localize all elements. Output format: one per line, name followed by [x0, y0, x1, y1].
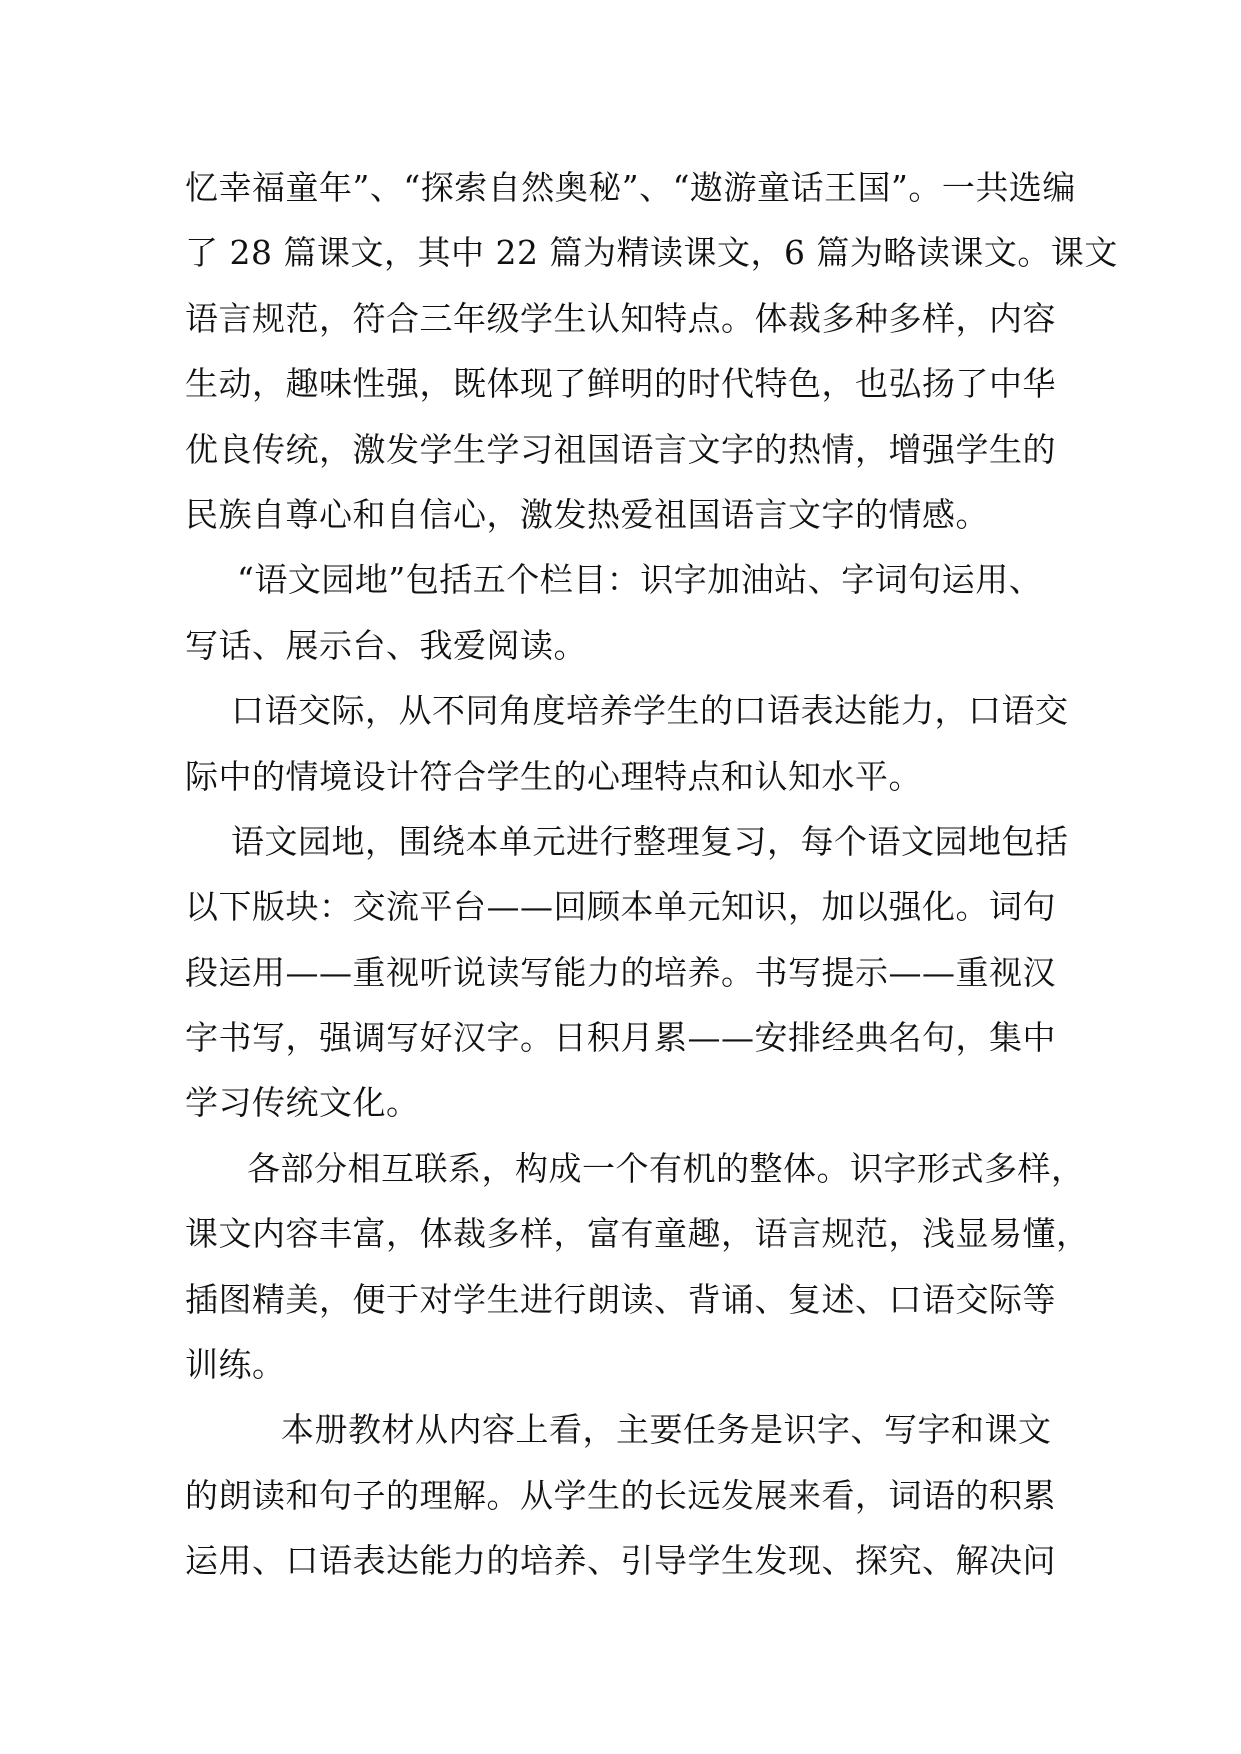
paragraph-start-line: 各部分相互联系，构成一个有机的整体。识字形式多样， [247, 1148, 1085, 1188]
text-line: 运用、口语表达能力的培养、引导学生发现、探究、解决问 [185, 1541, 1056, 1581]
paragraph-start-line: 口语交际，从不同角度培养学生的口语表达能力，口语交 [231, 691, 1069, 731]
text-line: 了 28 篇课文，其中 22 篇为精读课文，6 篇为略读课文。课文 [185, 233, 1118, 273]
body-text [185, 155, 1118, 1594]
paragraph-start-line: “语文园地”包括五个栏目：识字加油站、字词句运用、 [237, 560, 1043, 600]
text-line: 以下版块：交流平台——回顾本单元知识，加以强化。词句 [185, 887, 1056, 927]
text-line: 课文内容丰富，体裁多样，富有童趣，语言规范，浅显易懂， [185, 1214, 1090, 1254]
text-line: 忆幸福童年”、“探索自然奥秘”、“遨游童话王国”。一共选编 [185, 168, 1076, 207]
text-line: 民族自尊心和自信心，激发热爱祖国语言文字的情感。 [185, 494, 989, 534]
text-line: 际中的情境设计符合学生的心理特点和认知水平。 [185, 756, 922, 796]
text-line: 写话、展示台、我爱阅读。 [185, 625, 587, 665]
text-line: 学习传统文化。 [185, 1083, 420, 1123]
text-line: 的朗读和句子的理解。从学生的长远发展来看，词语的积累 [185, 1475, 1056, 1515]
text-line: 训练。 [185, 1345, 286, 1385]
text-line: 生动，趣味性强，既体现了鲜明的时代特色，也弘扬了中华 [185, 364, 1056, 404]
text-line: 插图精美，便于对学生进行朗读、背诵、复述、口语交际等 [185, 1279, 1056, 1319]
paragraph-start-line: 本册教材从内容上看，主要任务是识字、写字和课文 [281, 1410, 1052, 1450]
text-line: 优良传统，激发学生学习祖国语言文字的热情，增强学生的 [185, 429, 1056, 469]
text-line: 字书写，强调写好汉字。日积月累——安排经典名句，集中 [185, 1018, 1056, 1058]
text-line: 语言规范，符合三年级学生认知特点。体裁多种多样，内容 [185, 298, 1056, 338]
text-line: 段运用——重视听说读写能力的培养。书写提示——重视汉 [185, 952, 1056, 992]
paragraph-start-line: 语文园地，围绕本单元进行整理复习，每个语文园地包括 [231, 821, 1069, 861]
